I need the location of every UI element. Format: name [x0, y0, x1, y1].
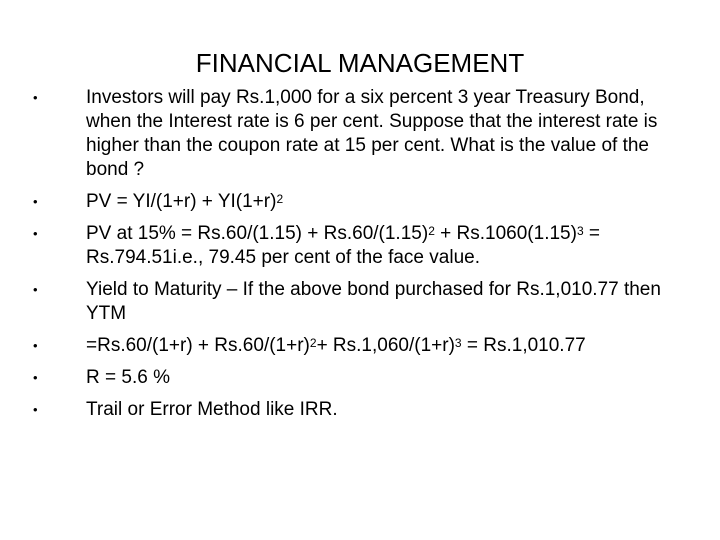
bullet-text-fragment: R = 5.6 %: [86, 367, 170, 388]
bullet-text: [86, 222, 686, 270]
bullet-dot-icon: •: [33, 282, 38, 297]
bullet-dot-icon: •: [33, 226, 38, 241]
bullet-text: [86, 334, 686, 358]
bullet-dot-icon: •: [33, 402, 38, 417]
bullet-item: [0, 190, 720, 214]
superscript-exponent: 2: [309, 336, 317, 350]
bullet-text-fragment: = Rs.1,010.77: [461, 335, 586, 356]
slide-title: FINANCIAL MANAGEMENT: [195, 48, 525, 78]
bullet-text: [86, 278, 686, 326]
bullet-item: [0, 334, 720, 358]
superscript-exponent: 3: [576, 224, 584, 238]
bullet-dot-icon: •: [33, 194, 38, 209]
superscript-exponent: 3: [454, 336, 462, 350]
superscript-exponent: 2: [428, 224, 435, 238]
bullet-text-fragment: Yield to Maturity – If the above bond purchased for Rs.1,010.77 then YTM: [86, 279, 661, 324]
bullet-dot-icon: •: [33, 370, 38, 385]
superscript-exponent: 2: [276, 192, 284, 206]
bullet-text-fragment: PV = YI/(1+r) + YI(1+r): [86, 191, 277, 212]
bullet-text-fragment: + Rs.1060(1.15): [434, 223, 577, 244]
bullet-text: [86, 86, 686, 182]
bullet-text-fragment: PV at 15% = Rs.60/(1.15) + Rs.60/(1.15): [86, 223, 429, 244]
bullet-text-fragment: + Rs.1,060/(1+r): [316, 335, 455, 356]
bullet-text-fragment: Trail or Error Method like IRR.: [86, 399, 338, 420]
bullet-text-fragment: =Rs.60/(1+r) + Rs.60/(1+r): [86, 335, 310, 356]
bullet-text: [86, 398, 686, 422]
bullet-item: [0, 398, 720, 422]
bullet-dot-icon: •: [33, 338, 38, 353]
bullet-text-fragment: = Rs.794.51i.e., 79.45 per cent of the face value.: [86, 223, 600, 268]
bullet-text-fragment: Investors will pay Rs.1,000 for a six percent 3 year Treasury Bond, when the Interest rate is 6 per cent. Suppose that the interest rate is higher than the coupon rate at 15 per cent. What is the value of the bond ?: [86, 87, 658, 180]
bullet-list: [0, 86, 720, 430]
bullet-text: [86, 190, 686, 214]
bullet-item: [0, 366, 720, 390]
bullet-item: [0, 86, 720, 182]
bullet-text: [86, 366, 686, 390]
bullet-dot-icon: •: [33, 90, 38, 105]
bullet-item: [0, 278, 720, 326]
bullet-item: [0, 222, 720, 270]
